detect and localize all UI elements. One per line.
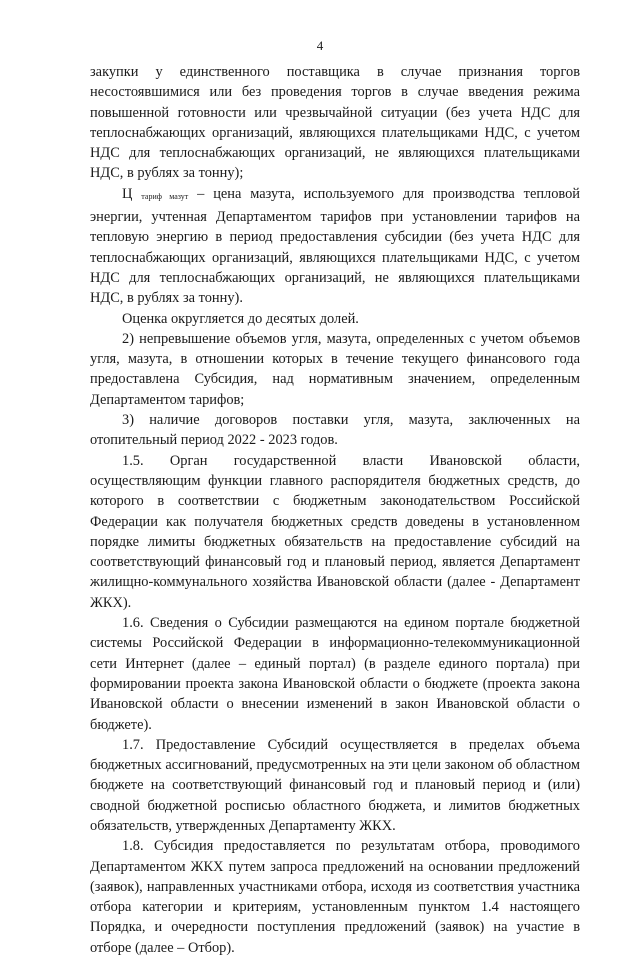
paragraph-1-7: 1.7. Предоставление Субсидий осуществляется в пределах объема бюджетных ассигнований, предусмотренных на эти цели законом об областном бюджете на соответствующий финансовый год и плановый период и (или) сводной бюджетной росписью областного бюджета, и лимитов бюджетных обязательств, утвержденных Департаменту ЖКХ. — [90, 736, 580, 834]
paragraph-mazut-price — [90, 184, 580, 309]
paragraph-item-2: 2) непревышение объемов угля, мазута, определенных с учетом объемов угля, мазута, в отношении которых в течение текущего финансового года предоставлена Субсидия, над нормативным значением, определенным Департаментом тарифов; — [90, 330, 580, 408]
page-number: 4 — [316, 38, 324, 53]
price-symbol: Ц — [122, 185, 133, 202]
paragraph-1-8: 1.8. Субсидия предоставляется по результатам отбора, проводимого Департаментом ЖКХ путем запроса предложений на основании предложений (заявок), направленных участниками отбора, исходя из соответствия участника отбора категории и критериям, установленным пунктом 1.4 настоящего Порядка, и очередности поступления предложений (заявок) на участие в отборе (далее – Отбор). — [90, 838, 580, 956]
paragraph-continuation: закупки у единственного поставщика в случае признания торгов несостоявшимися или без проведения торгов в случае введения режима повышенной готовности или чрезвычайной ситуации (без учета НДС для теплоснабжающих организаций, являющихся плательщиками НДС, с учетом НДС для теплоснабжающих организаций, не являющихся плательщиками НДС, в рублях за тонну); — [90, 64, 580, 182]
paragraph-rounding: Оценка округляется до десятых долей. — [122, 310, 359, 327]
paragraph-1-6: 1.6. Сведения о Субсидии размещаются на едином портале бюджетной системы Российской Федерации в информационно-телекоммуникационной сети Интернет (далее – единый портал) (в разделе единого портала) при формировании проекта закона Ивановской области о бюджете (проекта закона Ивановской области о внесении изменений в закон Ивановской области о бюджете). — [90, 615, 580, 733]
mazut-price-definition: – цена мазута, используемого для производства тепловой энергии, учтенная Департаментом тарифов при установлении тарифов на тепловую энергию в период предоставления субсидии (без учета НДС для теплоснабжающих организаций, являющихся плательщиками НДС, с учетом НДС для теплоснабжающих организаций, не являющихся плательщиками НДС, в рублях за тонну). — [90, 185, 581, 307]
price-subscript: тариф мазут — [141, 191, 189, 201]
paragraph-item-3: 3) наличие договоров поставки угля, мазута, заключенных на отопительный период 2022 - 2023 годов. — [90, 412, 580, 449]
paragraph-1-5: 1.5. Орган государственной власти Ивановской области, осуществляющим функции главного распорядителя бюджетных средств, до которого в соответствии с бюджетным законодательством Российской Федерации как получателя бюджетных средств доведены в установленном порядке лимиты бюджетных обязательств на предоставление субсидий на соответствующий финансовый год и плановый период, является Департамент жилищно-коммунального хозяйства Ивановской области (далее - Департамент ЖКХ). — [90, 452, 580, 611]
document-body — [90, 62, 580, 958]
